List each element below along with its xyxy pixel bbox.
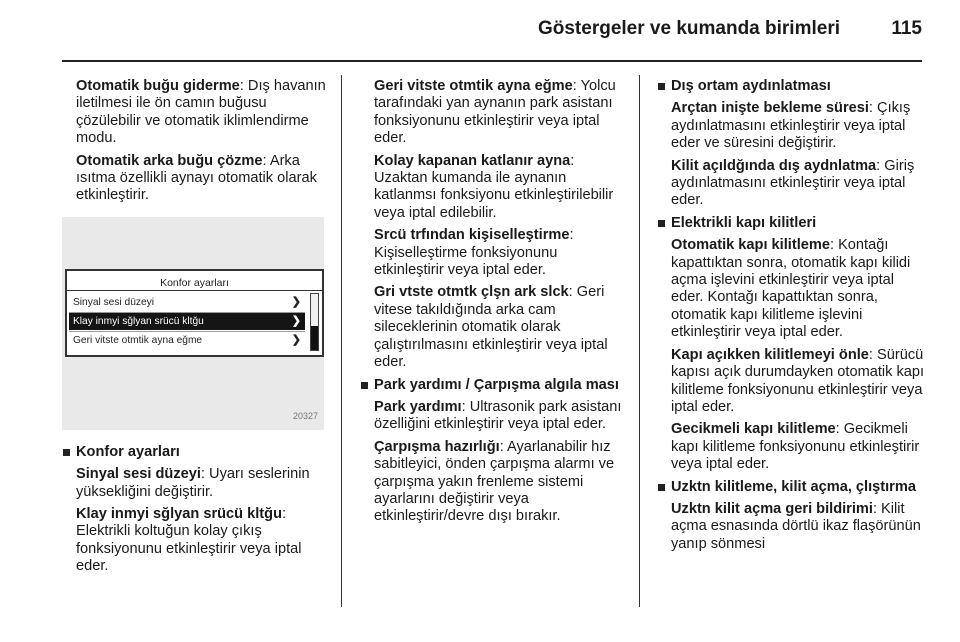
- paragraph: [76, 78, 330, 148]
- menu-item-label: Klay inmyi sğlyan srücü kltğu: [73, 315, 204, 327]
- paragraph: [671, 100, 925, 152]
- bullet-square-icon: [658, 83, 665, 90]
- paragraph: [671, 347, 925, 417]
- description: : Yolcu tarafındaki yan aynanın park asistanı fonksiyonunu etkinleştirir veya iptal eder.: [374, 78, 616, 147]
- header-rule: [62, 60, 922, 62]
- column-divider: [341, 75, 342, 607]
- description: : Ultrasonik park asistanı özelliğini etkinleştirir veya iptal eder.: [374, 398, 622, 433]
- term: Kilit açıldğında dış aydnlatma: [671, 157, 877, 174]
- description: : Arka ısıtma özellikli aynayı otomatik olarak etkinleştirir.: [76, 152, 317, 204]
- bullet-heading: Park yardımı / Çarpışma algıla ması: [360, 377, 625, 394]
- bullet-square-icon: [658, 220, 665, 227]
- paragraph: [374, 399, 625, 434]
- term: Park yardımı: [374, 398, 462, 415]
- paragraph: [374, 227, 625, 279]
- term: Gecikmeli kapı kilitleme: [671, 421, 836, 438]
- description: : Giriş aydınlatmasını etkinleştirir veya iptal eder.: [671, 157, 915, 209]
- chevron-right-icon: ❯: [291, 333, 301, 346]
- description: : Uyarı seslerinin yüksekliğini değiştirir.: [76, 466, 310, 500]
- paragraph: [76, 506, 330, 576]
- description: : Kişiselleştirme fonksiyonunu etkinleştirir veya iptal eder.: [374, 227, 574, 279]
- screen-title: Konfor ayarları: [160, 276, 229, 289]
- bullet-heading: Uzktn kilitleme, kilit açma, çlıştırma: [657, 479, 925, 496]
- menu-item[interactable]: [69, 294, 305, 311]
- term: Gri vtste otmtk çlşn ark slck: [374, 284, 569, 301]
- paragraph: [374, 78, 625, 148]
- scrollbar[interactable]: [310, 293, 319, 351]
- description: : Dış havanın iletilmesi ile ön camın buğusu çözülebilir ve otomatik iklimlendirme modu.: [76, 78, 326, 147]
- paragraph: [76, 466, 330, 501]
- paragraph: [671, 501, 925, 553]
- chevron-right-icon: ❯: [291, 314, 301, 327]
- display-screen: [65, 269, 324, 357]
- description: : Elektrikli koltuğun kolay çıkış fonksiyonunu etkinleştirir veya iptal eder.: [76, 506, 302, 575]
- column-left: [62, 78, 330, 581]
- paragraph: [671, 158, 925, 210]
- page-number: 115: [891, 18, 922, 39]
- term: Arçtan inişte bekleme süresi: [671, 100, 869, 117]
- section-title: Göstergeler ve kumanda birimleri: [537, 18, 840, 39]
- description: : Geri vitese takıldığında arka cam sileceklerinin otomatik olarak çalıştırılmasını etkinleştirir veya iptal eder.: [374, 284, 608, 371]
- description: : Ayarlanabilir hız sabitleyici, önden çarpışma alarmı ve çarpışma yakın frenleme sistemi ayarlarını değiştirir veya etkinleştirir/devre dışı bırakır.: [374, 438, 615, 525]
- bullet-heading: Dış ortam aydınlatması: [657, 78, 925, 95]
- description: : Gecikmeli kapı kilitleme fonksiyonunu etkinleştirir veya iptal eder.: [671, 421, 920, 473]
- settings-screen-figure: [62, 217, 324, 430]
- term: Çarpışma hazırlığı: [374, 438, 500, 455]
- column-middle: [360, 78, 625, 531]
- term: Otomatik arka buğu çözme: [76, 152, 263, 169]
- description: : Çıkış aydınlatmasını etkinleştirir veya iptal eder ve süresini değiştirir.: [671, 100, 911, 152]
- column-right: [657, 78, 925, 558]
- screen-rule: [67, 290, 322, 292]
- paragraph: [374, 153, 625, 223]
- paragraph: [374, 439, 625, 526]
- term: Kapı açıkken kilitlemeyi önle: [671, 346, 869, 363]
- menu-item-label: Sinyal sesi düzeyi: [73, 296, 154, 308]
- bullet-square-icon: [63, 449, 70, 456]
- term: Sinyal sesi düzeyi: [76, 466, 201, 483]
- menu-item-label: Geri vitste otmtik ayna eğme: [73, 334, 203, 346]
- paragraph: [76, 153, 330, 205]
- term: Otomatik kapı kilitleme: [671, 237, 830, 254]
- bullet-heading: Konfor ayarları: [62, 444, 330, 461]
- term: Uzktn kilit açma geri bildirimi: [671, 500, 873, 517]
- bullet-square-icon: [658, 484, 665, 491]
- term: Klay inmyi sğlyan srücü kltğu: [76, 506, 282, 523]
- term: Srcü trfından kişiselleştirme: [374, 227, 570, 244]
- description: : Sürücü kapısı açık durumdayken otomatik kapı kilitleme fonksiyonunu etkinleştirir veya iptal eder.: [671, 346, 925, 415]
- paragraph: [671, 421, 925, 473]
- description: : Kilit açma esnasında dörtlü ikaz flaşörünün yanıp sönmesi: [671, 500, 921, 552]
- paragraph: [374, 284, 625, 371]
- term: Kolay kapanan katlanır ayna: [374, 152, 571, 169]
- scroll-thumb[interactable]: [311, 326, 318, 350]
- term: Geri vitste otmtik ayna eğme: [374, 78, 573, 94]
- chevron-right-icon: ❯: [291, 295, 301, 308]
- bullet-heading: Elektrikli kapı kilitleri: [657, 215, 925, 232]
- paragraph: [671, 237, 925, 341]
- menu-item-selected[interactable]: [69, 313, 305, 330]
- description: : Uzaktan kumanda ile aynanın katlanmsı fonksiyonu etkinleştirilebilir veya iptal edilebilir.: [374, 152, 614, 221]
- column-divider: [639, 75, 640, 607]
- menu-item[interactable]: [69, 332, 305, 349]
- bullet-square-icon: [361, 382, 368, 389]
- description: : Kontağı kapattıktan sonra, otomatik kapı kilidi açma işlevini etkinleştirir veya iptal eder. Kontağı kapattıktan sonra, otomatik kapı kilitleme işlevini etkinleştirir veya iptal eder.: [671, 237, 911, 341]
- term: Otomatik buğu giderme: [76, 78, 240, 94]
- figure-number: 20327: [292, 411, 318, 422]
